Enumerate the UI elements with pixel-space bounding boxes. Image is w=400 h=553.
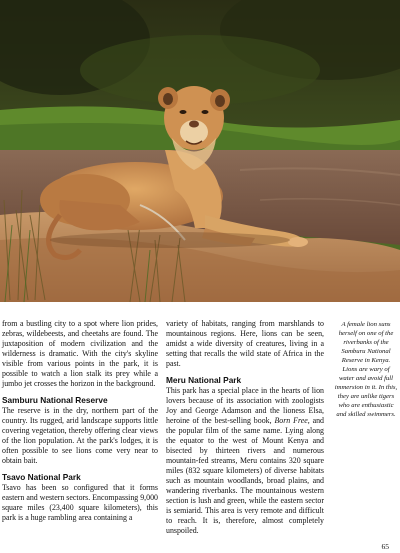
section-heading-samburu: Samburu National Reserve	[2, 395, 108, 406]
text-column-2	[166, 319, 324, 536]
section-heading-tsavo: Tsavo National Park	[2, 472, 81, 483]
page-number: 65	[381, 542, 389, 551]
body-paragraph	[166, 386, 324, 537]
meru-text-before: This park has a special place in the hearts of lion lovers because of its association with zoologists Joy and George Adamson and the lioness Elsa, heroine of the best-selling book,	[166, 385, 324, 425]
meru-text-after: and the popular film of the same name. Lying along the equator to the west of Mount Kenya and bisected by thirteen rivers and numerous mountain-fed streams, Meru contains 320 square miles (832 square kilometers) of diverse habitats such as mountain woodlands, broad plains, and wandering riverbanks. The mountainous western section is lush and green, while the eastern sector is semiarid. This area is very remote and difficult to reach. It is, therefore, almost completely unspoiled.	[166, 415, 324, 536]
body-paragraph: from a bustling city to a spot where lion prides, zebras, wildebeests, and cheetahs are found. The juxtaposition of modern civilization and the wilderness is dramatic. With the city's skyline visible from various points in the park, it is possible to watch a lion stalk its prey while a jumbo jet crosses the horizon in the background.	[2, 319, 158, 389]
photo-caption	[334, 320, 398, 420]
text-column-1	[2, 319, 158, 523]
body-paragraph: variety of habitats, ranging from marshlands to mountainous regions. Here, lions can be seen, amidst a wide diversity of creatures, living in a setting that recalls the wild state of Africa in the past.	[166, 319, 324, 369]
body-paragraph: The reserve is in the dry, northern part of the country. Its rugged, arid landscape supports little covering vegetation, thereby offering clear views of the lion population. At the park's lodges, it is often possible to see lions come very near to obtain bait.	[2, 405, 158, 466]
section-heading-meru: Meru National Park	[166, 375, 242, 386]
body-paragraph: Tsavo has been so configured that it forms eastern and western sectors. Encompassing 9,000 square miles (23,400 square kilometers), this park is a huge rambling area containing a	[2, 482, 158, 522]
book-title: Born Free,	[274, 415, 310, 425]
caption-text: A female lion suns herself on one of the riverbanks of the Samburu National Reserve in Kenya. Lions are wary of water and avoid full immersion in it. In this, they are unlike tigers who are enthusiastic and skilled swimmers.	[334, 321, 398, 419]
